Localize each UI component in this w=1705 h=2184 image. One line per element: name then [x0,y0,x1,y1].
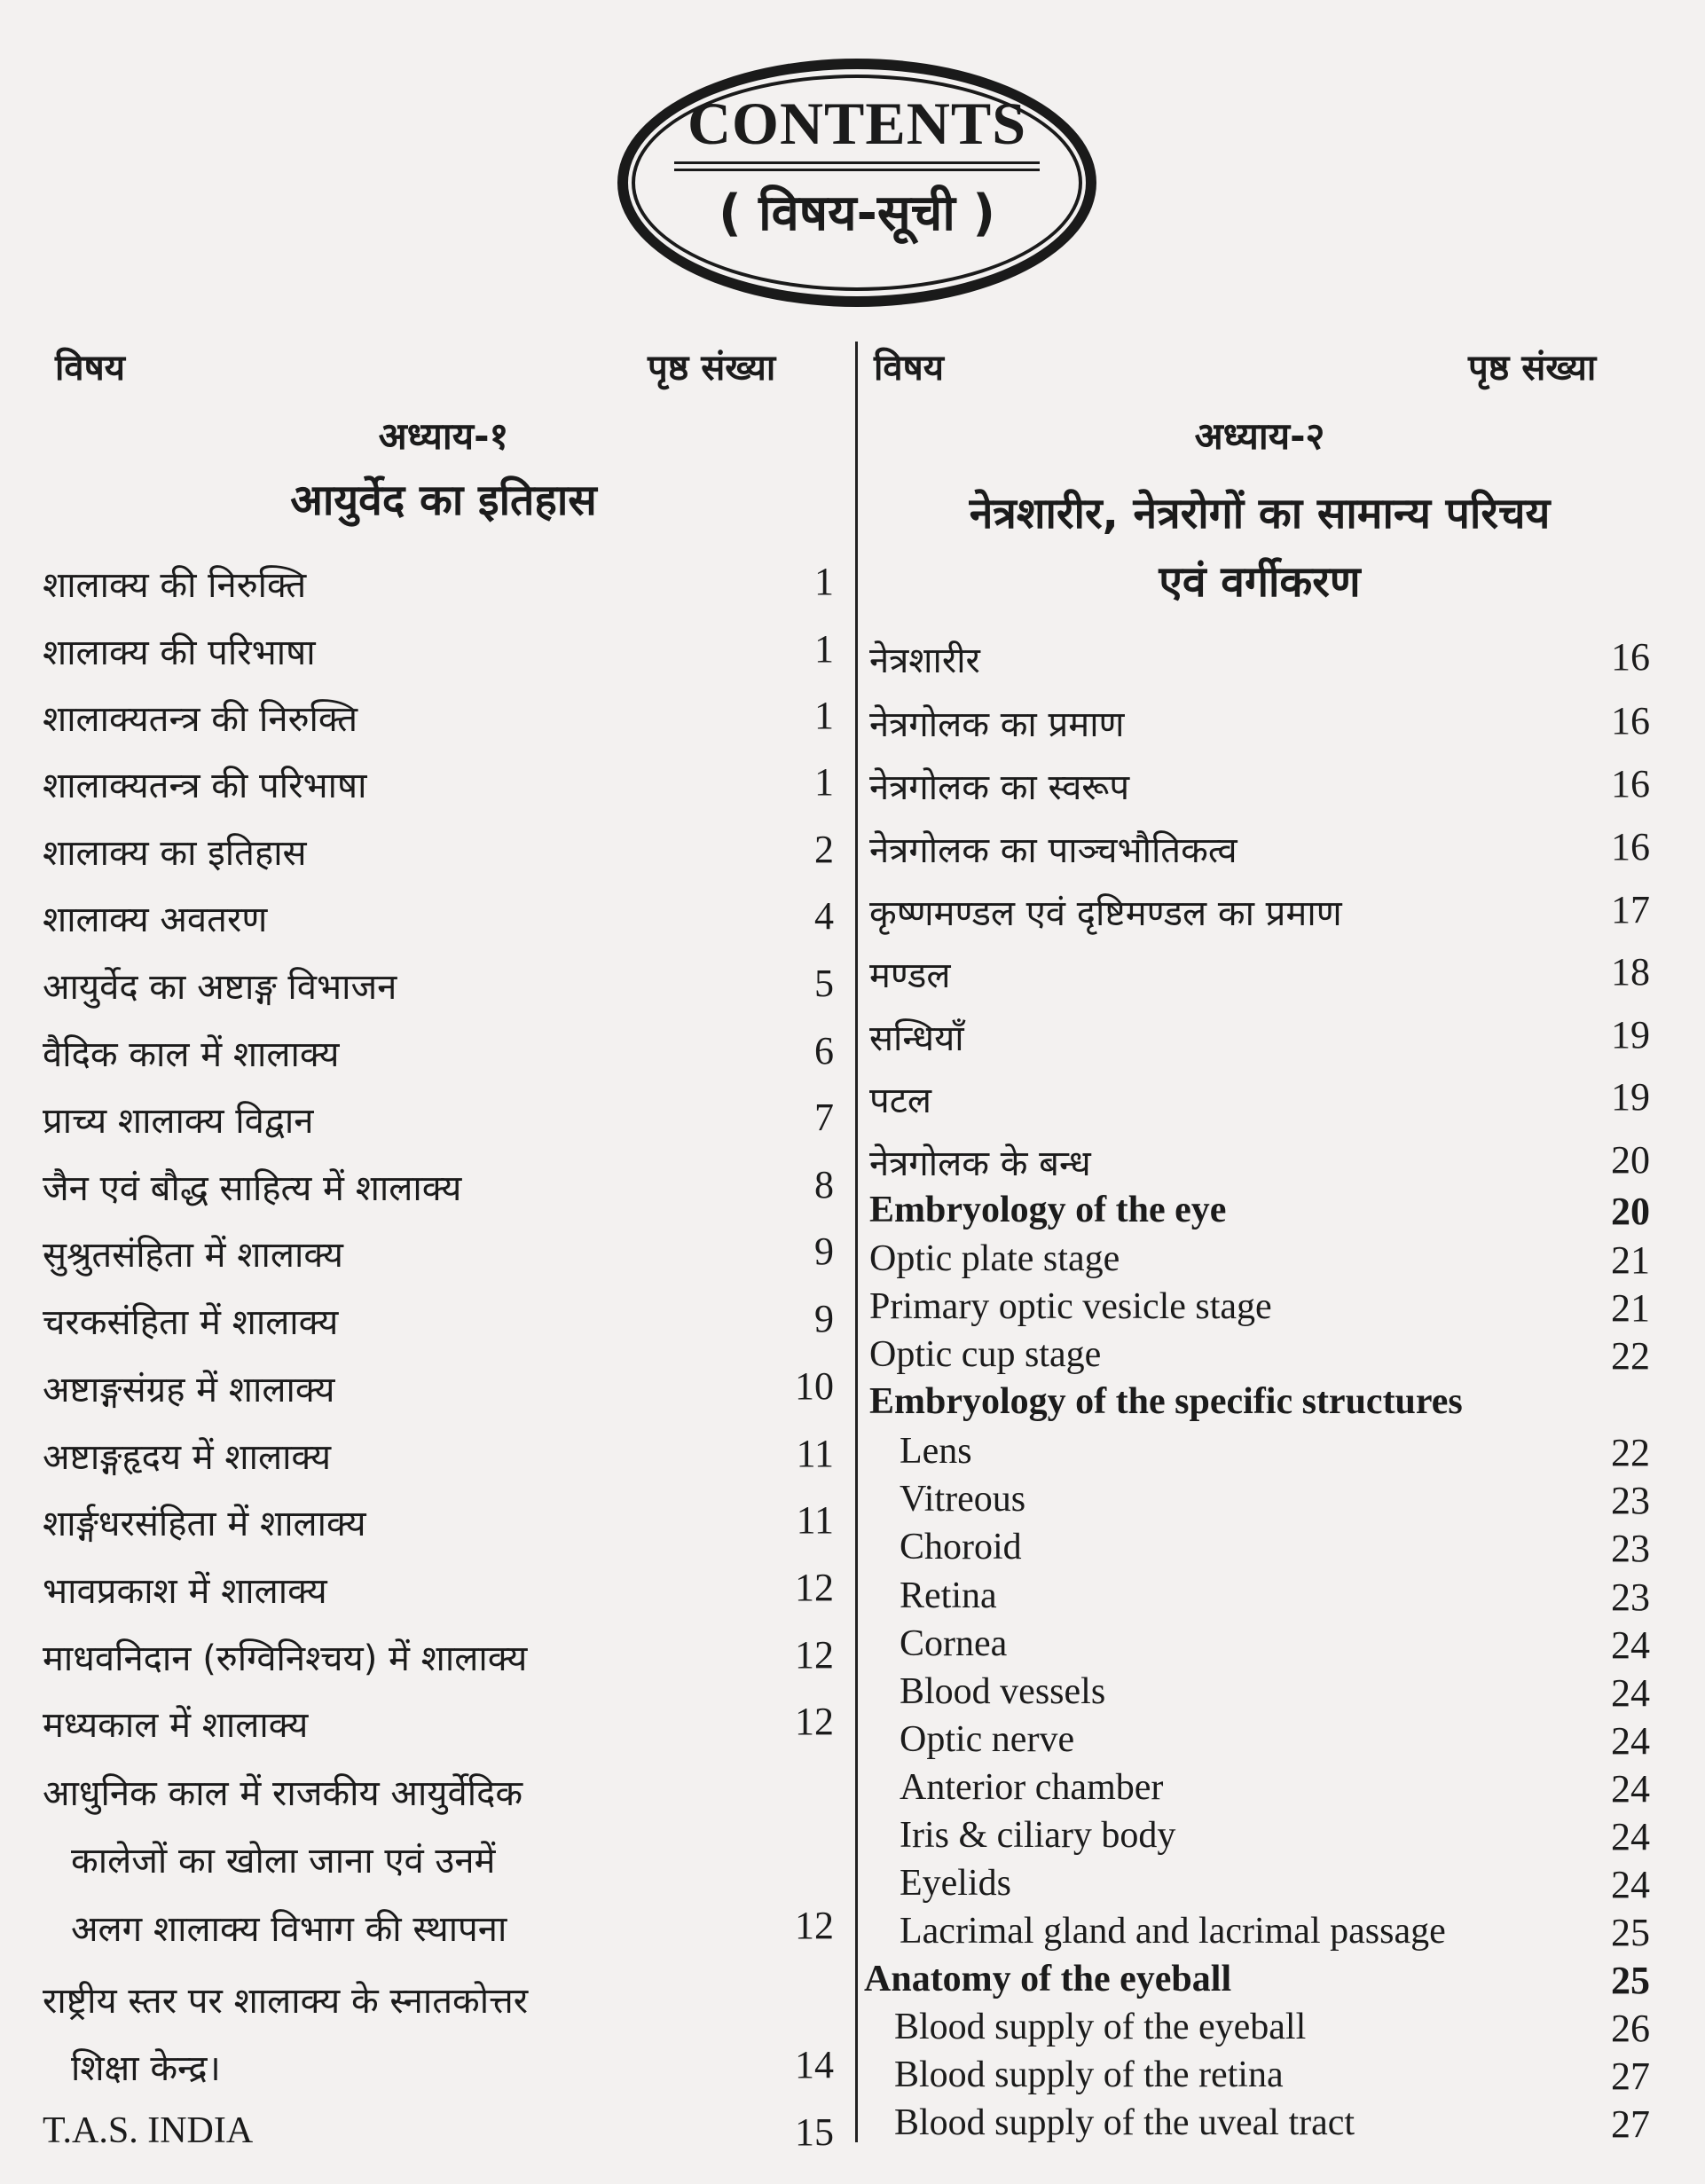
toc-entry-page: 1 [814,560,834,603]
toc-entry-title: भावप्रकाश में शालाक्य [43,1571,327,1612]
toc-entry-title: Blood supply of the eyeball [894,2007,1307,2047]
toc-entry-page: 18 [1611,950,1650,994]
toc-entry-page: 24 [1611,1671,1650,1715]
toc-entry-title: शालाक्य का इतिहास [43,833,307,874]
toc-entry [43,1431,834,1488]
toc-entry-title: माधवनिदान (रुग्विनिश्चय) में शालाक्य [43,1638,528,1679]
toc-entry-title: Anterior chamber [900,1767,1164,1808]
toc-entry-title: प्राच्य शालाक्य विद्वान [43,1101,314,1142]
toc-entry-page: 9 [814,1229,834,1273]
toc-entry-title: आधुनिक काल में राजकीय आयुर्वेदिक [43,1773,523,1814]
toc-entry [43,893,834,950]
toc-entry-page: 26 [1611,2007,1650,2050]
toc-entry-title: अष्टाङ्गसंग्रह में शालाक्य [43,1370,335,1410]
toc-entry [43,1162,834,1219]
toc-entry-title: Vitreous [900,1479,1026,1520]
toc-entry-page: 22 [1611,1334,1650,1378]
toc-entry-title: मध्यकाल में शालाक्य [43,1705,309,1746]
toc-entry-title: नेत्रगोलक का स्वरूप [869,767,1130,808]
toc-entry-title: Anatomy of the eyeball [864,1959,1232,1999]
column-divider [855,342,858,2142]
toc-entry-page: 21 [1611,1286,1650,1330]
toc-entry-page: 24 [1611,1863,1650,1906]
toc-entry [43,1363,834,1420]
toc-entry-page: 1 [814,760,834,804]
toc-entry-title: Eyelids [900,1863,1011,1904]
toc-entry-page: 12 [795,1633,834,1677]
toc-entry-page: 1 [814,627,834,671]
toc-entry-page: 16 [1611,635,1650,679]
title-divider [674,169,1040,171]
toc-entry-title: वैदिक काल में शालाक्य [43,1034,340,1075]
toc-entry [869,1380,1650,1437]
toc-entry-title: Optic nerve [900,1719,1075,1760]
toc-entry [43,2109,834,2166]
toc-entry [43,759,834,816]
toc-entry-page: 12 [795,1904,834,1947]
toc-entry-title: Optic plate stage [869,1238,1120,1279]
toc-entry-page: 12 [795,1566,834,1609]
toc-entry [43,1028,834,1085]
toc-entry-page: 17 [1611,888,1650,931]
toc-entry-title: Blood supply of the retina [894,2054,1284,2095]
toc-entry [43,1903,834,1960]
left-col-subject-header: विषय [55,348,125,389]
toc-entry-title: T.A.S. INDIA [43,2110,254,2151]
toc-entry-title: जैन एवं बौद्ध साहित्य में शालाक्य [43,1168,462,1209]
toc-entry-title: Embryology of the eye [869,1190,1227,1230]
toc-entry-title: Lacrimal gland and lacrimal passage [900,1911,1446,1952]
toc-entry-page: 5 [814,962,834,1005]
toc-entry [869,698,1650,755]
toc-entry [43,961,834,1017]
toc-entry-title: Optic cup stage [869,1334,1102,1375]
left-chapter-title: आयुर्वेद का इतिहास [290,475,597,525]
toc-entry-title: Blood vessels [900,1671,1106,1712]
toc-entry-page: 7 [814,1096,834,1139]
toc-entry-page: 25 [1611,1959,1650,2002]
toc-entry [43,693,834,750]
toc-entry-page: 2 [814,828,834,871]
toc-entry-page: 10 [795,1364,834,1408]
toc-entry [869,761,1650,818]
right-col-page-header: पृष्ठ संख्या [1468,348,1597,389]
toc-entry-page: 4 [814,894,834,938]
toc-entry-page: 14 [795,2043,834,2086]
page-title: CONTENTS [687,90,1027,157]
toc-entry-page: 21 [1611,1238,1650,1282]
toc-entry [869,1074,1650,1131]
toc-entry [869,887,1650,944]
toc-entry [869,634,1650,691]
toc-entry-title: Iris & ciliary body [900,1815,1176,1856]
toc-entry-title: चरकसंहिता में शालाक्य [43,1302,339,1343]
toc-entry [43,1975,834,2031]
title-divider [674,161,1040,164]
toc-entry-title: नेत्रगोलक के बन्ध [869,1143,1091,1184]
toc-entry-page: 24 [1611,1815,1650,1858]
toc-entry-page: 9 [814,1297,834,1340]
toc-entry [43,2042,834,2099]
right-chapter-number: अध्याय-२ [1194,414,1325,458]
toc-entry-title: कृष्णमण्डल एवं दृष्टिमण्डल का प्रमाण [869,893,1342,934]
toc-entry-page: 23 [1611,1575,1650,1619]
toc-entry-title: सुश्रुतसंहिता में शालाक्य [43,1235,343,1276]
toc-entry [869,1012,1650,1069]
right-chapter-title-line1: नेत्रशारीर, नेत्ररोगों का सामान्य परिचय [969,489,1551,538]
toc-entry-title: Embryology of the specific structures [869,1381,1463,1422]
right-col-subject-header: विषय [874,348,944,389]
toc-entry-title: शालाक्यतन्त्र की परिभाषा [43,766,367,806]
toc-entry-page: 27 [1611,2102,1650,2146]
toc-entry [43,1296,834,1353]
toc-entry-title: Retina [900,1575,997,1616]
toc-entry [43,1497,834,1554]
toc-entry-page: 27 [1611,2054,1650,2098]
toc-entry-page: 11 [796,1498,834,1542]
left-chapter-number: अध्याय-१ [378,414,509,458]
toc-entry-page: 24 [1611,1623,1650,1667]
toc-entry-page: 16 [1611,825,1650,868]
toc-entry [43,827,834,884]
toc-entry-page: 22 [1611,1431,1650,1474]
toc-entry-page: 6 [814,1029,834,1072]
toc-entry-page: 20 [1611,1138,1650,1182]
toc-entry-title: Choroid [900,1527,1022,1567]
toc-entry-title: शार्ङ्गधरसंहिता में शालाक्य [43,1504,366,1544]
toc-entry [43,1767,834,1824]
toc-entry [43,1834,834,1891]
toc-entry [869,1137,1650,1194]
toc-entry-title: Blood supply of the uveal tract [894,2102,1355,2143]
toc-entry [869,2102,1650,2158]
toc-entry-title: राष्ट्रीय स्तर पर शालाक्य के स्नातकोत्तर [43,1981,529,2022]
toc-entry-title: आयुर्वेद का अष्टाङ्ग विभाजन [43,967,397,1008]
toc-entry-page: 24 [1611,1719,1650,1763]
left-col-page-header: पृष्ठ संख्या [648,348,776,389]
toc-entry-title: सन्धियाँ [869,1018,964,1059]
toc-entry-title: Primary optic vesicle stage [869,1286,1272,1327]
toc-entry-page: 23 [1611,1527,1650,1570]
toc-entry-title: मण्डल [869,955,951,996]
toc-entry-title: नेत्रशारीर [869,640,980,681]
toc-entry-page: 19 [1611,1075,1650,1119]
toc-entry-page: 23 [1611,1479,1650,1522]
toc-entry-title: नेत्रगोलक का प्रमाण [869,704,1125,745]
toc-entry-page: 16 [1611,699,1650,742]
toc-entry-title: नेत्रगोलक का पाञ्चभौतिकत्व [869,830,1238,871]
toc-entry-title: Cornea [900,1623,1008,1664]
toc-entry [43,1095,834,1151]
toc-entry-page: 25 [1611,1911,1650,1954]
toc-entry-title: शालाक्य अवतरण [43,900,268,940]
toc-entry-title: कालेजों का खोला जाना एवं उनमें [71,1841,496,1882]
toc-entry [43,626,834,683]
toc-entry-title: शालाक्यतन्त्र की निरुक्ति [43,699,358,740]
page-subtitle: ( विषय-सूची ) [719,185,995,242]
toc-entry-page: 15 [795,2110,834,2154]
toc-entry [43,559,834,616]
toc-entry-title: शालाक्य की निरुक्ति [43,565,307,606]
toc-entry-page: 19 [1611,1013,1650,1057]
toc-entry [43,1699,834,1756]
toc-entry-title: Lens [900,1431,972,1472]
toc-entry [43,1229,834,1285]
toc-entry-page: 20 [1611,1190,1650,1233]
toc-entry [869,949,1650,1006]
toc-entry [869,824,1650,881]
toc-entry [43,1565,834,1622]
toc-entry-title: अलग शालाक्य विभाग की स्थापना [71,1909,507,1950]
toc-entry-page: 16 [1611,762,1650,805]
toc-entry-page: 11 [796,1432,834,1475]
toc-entry-title: शिक्षा केन्द्र। [71,2048,221,2089]
toc-entry-page: 1 [814,694,834,737]
toc-entry-title: अष्टाङ्गहृदय में शालाक्य [43,1437,332,1478]
toc-entry [43,1632,834,1689]
toc-entry-title: शालाक्य की परिभाषा [43,632,316,673]
toc-entry-page: 24 [1611,1767,1650,1811]
toc-entry-title: पटल [869,1080,931,1121]
toc-entry-page: 8 [814,1163,834,1206]
right-chapter-title-line2: एवं वर्गीकरण [1159,557,1361,607]
toc-entry-page: 12 [795,1700,834,1743]
